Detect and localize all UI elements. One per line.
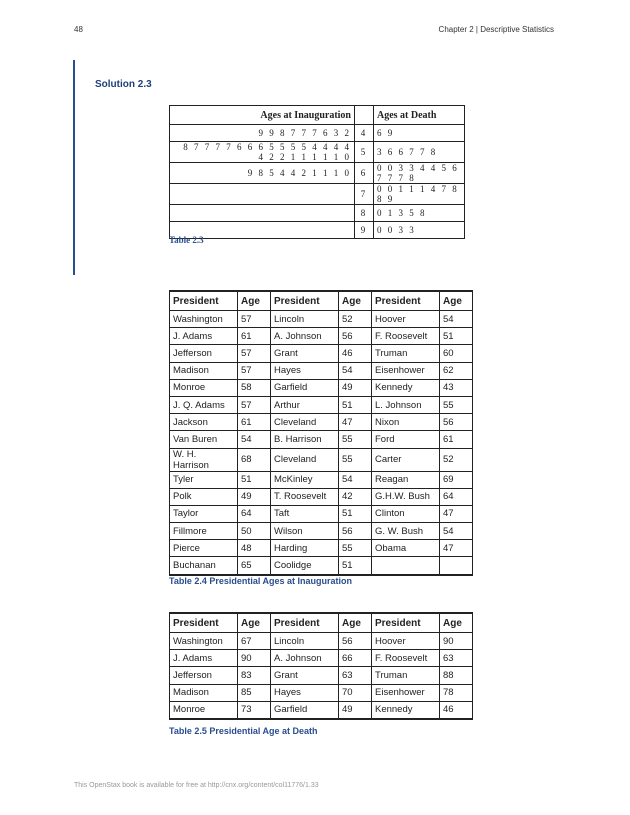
president-name-cell: Lincoln bbox=[271, 311, 339, 328]
age-cell: 52 bbox=[440, 448, 473, 471]
age-cell: 61 bbox=[238, 414, 271, 431]
inauguration-leaves: 9 8 5 4 4 2 1 1 1 0 bbox=[170, 163, 355, 184]
stem-value: 7 bbox=[355, 184, 374, 205]
column-header: Age bbox=[339, 291, 372, 311]
president-name-cell: Cleveland bbox=[271, 448, 339, 471]
death-table bbox=[169, 612, 473, 720]
president-name-cell: Ford bbox=[372, 431, 440, 448]
age-cell: 43 bbox=[440, 379, 473, 396]
president-name-cell: Hayes bbox=[271, 362, 339, 379]
age-cell: 64 bbox=[238, 505, 271, 522]
age-cell: 57 bbox=[238, 396, 271, 413]
table-row bbox=[170, 650, 473, 667]
president-name-cell: Madison bbox=[170, 684, 238, 701]
president-name-cell: Coolidge bbox=[271, 557, 339, 575]
president-name-cell: F. Roosevelt bbox=[372, 328, 440, 345]
president-name-cell: Monroe bbox=[170, 379, 238, 396]
death-leaves: 3 6 6 7 7 8 bbox=[374, 142, 465, 163]
president-name-cell: F. Roosevelt bbox=[372, 650, 440, 667]
inauguration-leaves bbox=[170, 205, 355, 222]
column-header: President bbox=[372, 613, 440, 633]
president-name-cell: Buchanan bbox=[170, 557, 238, 575]
president-name-cell: Carter bbox=[372, 448, 440, 471]
president-name-cell: Garfield bbox=[271, 379, 339, 396]
stem-value: 4 bbox=[355, 125, 374, 142]
age-cell: 46 bbox=[339, 345, 372, 362]
president-name-cell: A. Johnson bbox=[271, 650, 339, 667]
age-cell: 56 bbox=[440, 414, 473, 431]
solution-sidebar-bar bbox=[73, 60, 75, 275]
table-row bbox=[170, 505, 473, 522]
president-name-cell: Grant bbox=[271, 345, 339, 362]
age-cell: 55 bbox=[339, 448, 372, 471]
age-cell: 48 bbox=[238, 540, 271, 557]
age-cell: 70 bbox=[339, 684, 372, 701]
age-cell: 90 bbox=[238, 650, 271, 667]
age-cell: 85 bbox=[238, 684, 271, 701]
president-name-cell bbox=[372, 557, 440, 575]
column-header: Age bbox=[440, 291, 473, 311]
age-cell: 62 bbox=[440, 362, 473, 379]
table-row bbox=[170, 523, 473, 540]
president-name-cell: G. W. Bush bbox=[372, 523, 440, 540]
president-name-cell: Obama bbox=[372, 540, 440, 557]
column-header: President bbox=[271, 291, 339, 311]
column-header: President bbox=[170, 613, 238, 633]
age-cell: 51 bbox=[339, 557, 372, 575]
table-2-3-caption: Table 2.3 bbox=[169, 235, 204, 245]
age-cell: 56 bbox=[339, 523, 372, 540]
table-row bbox=[170, 379, 473, 396]
president-name-cell: Madison bbox=[170, 362, 238, 379]
stem-leaf-header-row bbox=[170, 106, 465, 125]
age-cell: 49 bbox=[339, 701, 372, 719]
president-name-cell: Hoover bbox=[372, 311, 440, 328]
age-cell: 61 bbox=[440, 431, 473, 448]
age-cell: 42 bbox=[339, 488, 372, 505]
death-leaves: 0 0 3 3 4 4 5 6 7 7 7 8 bbox=[374, 163, 465, 184]
inauguration-leaves bbox=[170, 184, 355, 205]
age-cell: 57 bbox=[238, 345, 271, 362]
column-header: President bbox=[271, 613, 339, 633]
president-name-cell: Eisenhower bbox=[372, 684, 440, 701]
table-row bbox=[170, 345, 473, 362]
age-cell: 57 bbox=[238, 362, 271, 379]
age-cell: 57 bbox=[238, 311, 271, 328]
table-row bbox=[170, 701, 473, 719]
age-cell: 88 bbox=[440, 667, 473, 684]
stem-leaf-row bbox=[170, 125, 465, 142]
age-cell: 47 bbox=[339, 414, 372, 431]
president-name-cell: Van Buren bbox=[170, 431, 238, 448]
page-number: 48 bbox=[74, 25, 83, 34]
president-name-cell: Lincoln bbox=[271, 633, 339, 650]
age-cell: 56 bbox=[339, 328, 372, 345]
age-cell: 78 bbox=[440, 684, 473, 701]
table-row bbox=[170, 540, 473, 557]
age-cell: 68 bbox=[238, 448, 271, 471]
column-header: Age bbox=[339, 613, 372, 633]
header-ages-at-inauguration: Ages at Inauguration bbox=[170, 106, 355, 125]
age-cell: 51 bbox=[339, 396, 372, 413]
president-name-cell: Grant bbox=[271, 667, 339, 684]
president-name-cell: Fillmore bbox=[170, 523, 238, 540]
table-row bbox=[170, 362, 473, 379]
column-header: Age bbox=[440, 613, 473, 633]
table-row bbox=[170, 414, 473, 431]
age-cell: 46 bbox=[440, 701, 473, 719]
age-cell: 67 bbox=[238, 633, 271, 650]
president-name-cell: Jefferson bbox=[170, 667, 238, 684]
inauguration-leaves: 9 9 8 7 7 7 6 3 2 bbox=[170, 125, 355, 142]
stem-value: 9 bbox=[355, 222, 374, 239]
death-leaves: 6 9 bbox=[374, 125, 465, 142]
column-header: Age bbox=[238, 613, 271, 633]
table-row bbox=[170, 557, 473, 575]
president-name-cell: Washington bbox=[170, 633, 238, 650]
age-cell: 54 bbox=[238, 431, 271, 448]
table-row bbox=[170, 431, 473, 448]
president-name-cell: Kennedy bbox=[372, 701, 440, 719]
column-header: Age bbox=[238, 291, 271, 311]
solution-title: Solution 2.3 bbox=[95, 79, 152, 90]
age-cell: 60 bbox=[440, 345, 473, 362]
stem-leaf-row bbox=[170, 163, 465, 184]
president-name-cell: Taft bbox=[271, 505, 339, 522]
table-row bbox=[170, 667, 473, 684]
table-row bbox=[170, 448, 473, 471]
age-cell: 49 bbox=[238, 488, 271, 505]
table-row bbox=[170, 328, 473, 345]
inauguration-header-row bbox=[170, 291, 473, 311]
age-cell: 63 bbox=[339, 667, 372, 684]
age-cell: 55 bbox=[339, 431, 372, 448]
column-header: President bbox=[372, 291, 440, 311]
age-cell: 54 bbox=[440, 523, 473, 540]
president-name-cell: Cleveland bbox=[271, 414, 339, 431]
table-2-5-caption: Table 2.5 Presidential Age at Death bbox=[169, 726, 318, 736]
president-name-cell: Nixon bbox=[372, 414, 440, 431]
age-cell: 54 bbox=[440, 311, 473, 328]
age-cell: 51 bbox=[440, 328, 473, 345]
age-cell: 58 bbox=[238, 379, 271, 396]
running-header: Chapter 2 | Descriptive Statistics bbox=[438, 25, 554, 34]
age-cell: 54 bbox=[339, 471, 372, 488]
age-cell: 66 bbox=[339, 650, 372, 667]
president-name-cell: McKinley bbox=[271, 471, 339, 488]
death-leaves: 0 0 1 1 1 4 7 8 8 9 bbox=[374, 184, 465, 205]
age-cell: 56 bbox=[339, 633, 372, 650]
inauguration-leaves: 8 7 7 7 7 6 6 6 5 5 5 5 4 4 4 4 4 2 2 1 1 1 1 1 0 bbox=[170, 142, 355, 163]
age-cell: 51 bbox=[238, 471, 271, 488]
age-cell: 83 bbox=[238, 667, 271, 684]
president-name-cell: T. Roosevelt bbox=[271, 488, 339, 505]
president-name-cell: Jackson bbox=[170, 414, 238, 431]
death-leaves: 0 1 3 5 8 bbox=[374, 205, 465, 222]
table-row bbox=[170, 396, 473, 413]
president-name-cell: Wilson bbox=[271, 523, 339, 540]
footer-attribution: This OpenStax book is available for free at http://cnx.org/content/col11776/1.33 bbox=[74, 782, 319, 789]
president-name-cell: Taylor bbox=[170, 505, 238, 522]
president-name-cell: L. Johnson bbox=[372, 396, 440, 413]
president-name-cell: Tyler bbox=[170, 471, 238, 488]
table-row bbox=[170, 311, 473, 328]
age-cell: 51 bbox=[339, 505, 372, 522]
header-stem bbox=[355, 106, 374, 125]
age-cell: 55 bbox=[339, 540, 372, 557]
president-name-cell: Polk bbox=[170, 488, 238, 505]
president-name-cell: G.H.W. Bush bbox=[372, 488, 440, 505]
president-name-cell: Truman bbox=[372, 345, 440, 362]
president-name-cell: B. Harrison bbox=[271, 431, 339, 448]
president-name-cell: Kennedy bbox=[372, 379, 440, 396]
president-name-cell: Garfield bbox=[271, 701, 339, 719]
table-row bbox=[170, 633, 473, 650]
president-name-cell: Eisenhower bbox=[372, 362, 440, 379]
president-name-cell: Jefferson bbox=[170, 345, 238, 362]
age-cell bbox=[440, 557, 473, 575]
age-cell: 47 bbox=[440, 540, 473, 557]
death-header-row bbox=[170, 613, 473, 633]
president-name-cell: Monroe bbox=[170, 701, 238, 719]
president-name-cell: Harding bbox=[271, 540, 339, 557]
death-leaves: 0 0 3 3 bbox=[374, 222, 465, 239]
president-name-cell: Hayes bbox=[271, 684, 339, 701]
stem-leaf-row bbox=[170, 184, 465, 205]
age-cell: 50 bbox=[238, 523, 271, 540]
president-name-cell: Arthur bbox=[271, 396, 339, 413]
president-name-cell: Reagan bbox=[372, 471, 440, 488]
president-name-cell: Truman bbox=[372, 667, 440, 684]
header-ages-at-death: Ages at Death bbox=[374, 106, 465, 125]
president-name-cell: J. Q. Adams bbox=[170, 396, 238, 413]
stem-value: 8 bbox=[355, 205, 374, 222]
president-name-cell: Washington bbox=[170, 311, 238, 328]
age-cell: 65 bbox=[238, 557, 271, 575]
age-cell: 63 bbox=[440, 650, 473, 667]
president-name-cell: Clinton bbox=[372, 505, 440, 522]
stem-leaf-row bbox=[170, 142, 465, 163]
president-name-cell: Hoover bbox=[372, 633, 440, 650]
table-row bbox=[170, 684, 473, 701]
age-cell: 52 bbox=[339, 311, 372, 328]
age-cell: 73 bbox=[238, 701, 271, 719]
president-name-cell: A. Johnson bbox=[271, 328, 339, 345]
table-row bbox=[170, 471, 473, 488]
age-cell: 64 bbox=[440, 488, 473, 505]
age-cell: 90 bbox=[440, 633, 473, 650]
president-name-cell: J. Adams bbox=[170, 328, 238, 345]
president-name-cell: Pierce bbox=[170, 540, 238, 557]
age-cell: 54 bbox=[339, 362, 372, 379]
table-row bbox=[170, 488, 473, 505]
stem-value: 6 bbox=[355, 163, 374, 184]
table-2-4-caption: Table 2.4 Presidential Ages at Inauguration bbox=[169, 576, 353, 586]
president-name-cell: J. Adams bbox=[170, 650, 238, 667]
stem-leaf-row bbox=[170, 205, 465, 222]
stem-leaf-table bbox=[169, 105, 465, 239]
age-cell: 61 bbox=[238, 328, 271, 345]
stem-value: 5 bbox=[355, 142, 374, 163]
age-cell: 47 bbox=[440, 505, 473, 522]
age-cell: 69 bbox=[440, 471, 473, 488]
stem-leaf-row bbox=[170, 222, 465, 239]
column-header: President bbox=[170, 291, 238, 311]
president-name-cell: W. H. Harrison bbox=[170, 448, 238, 471]
age-cell: 55 bbox=[440, 396, 473, 413]
inauguration-table bbox=[169, 290, 473, 576]
age-cell: 49 bbox=[339, 379, 372, 396]
